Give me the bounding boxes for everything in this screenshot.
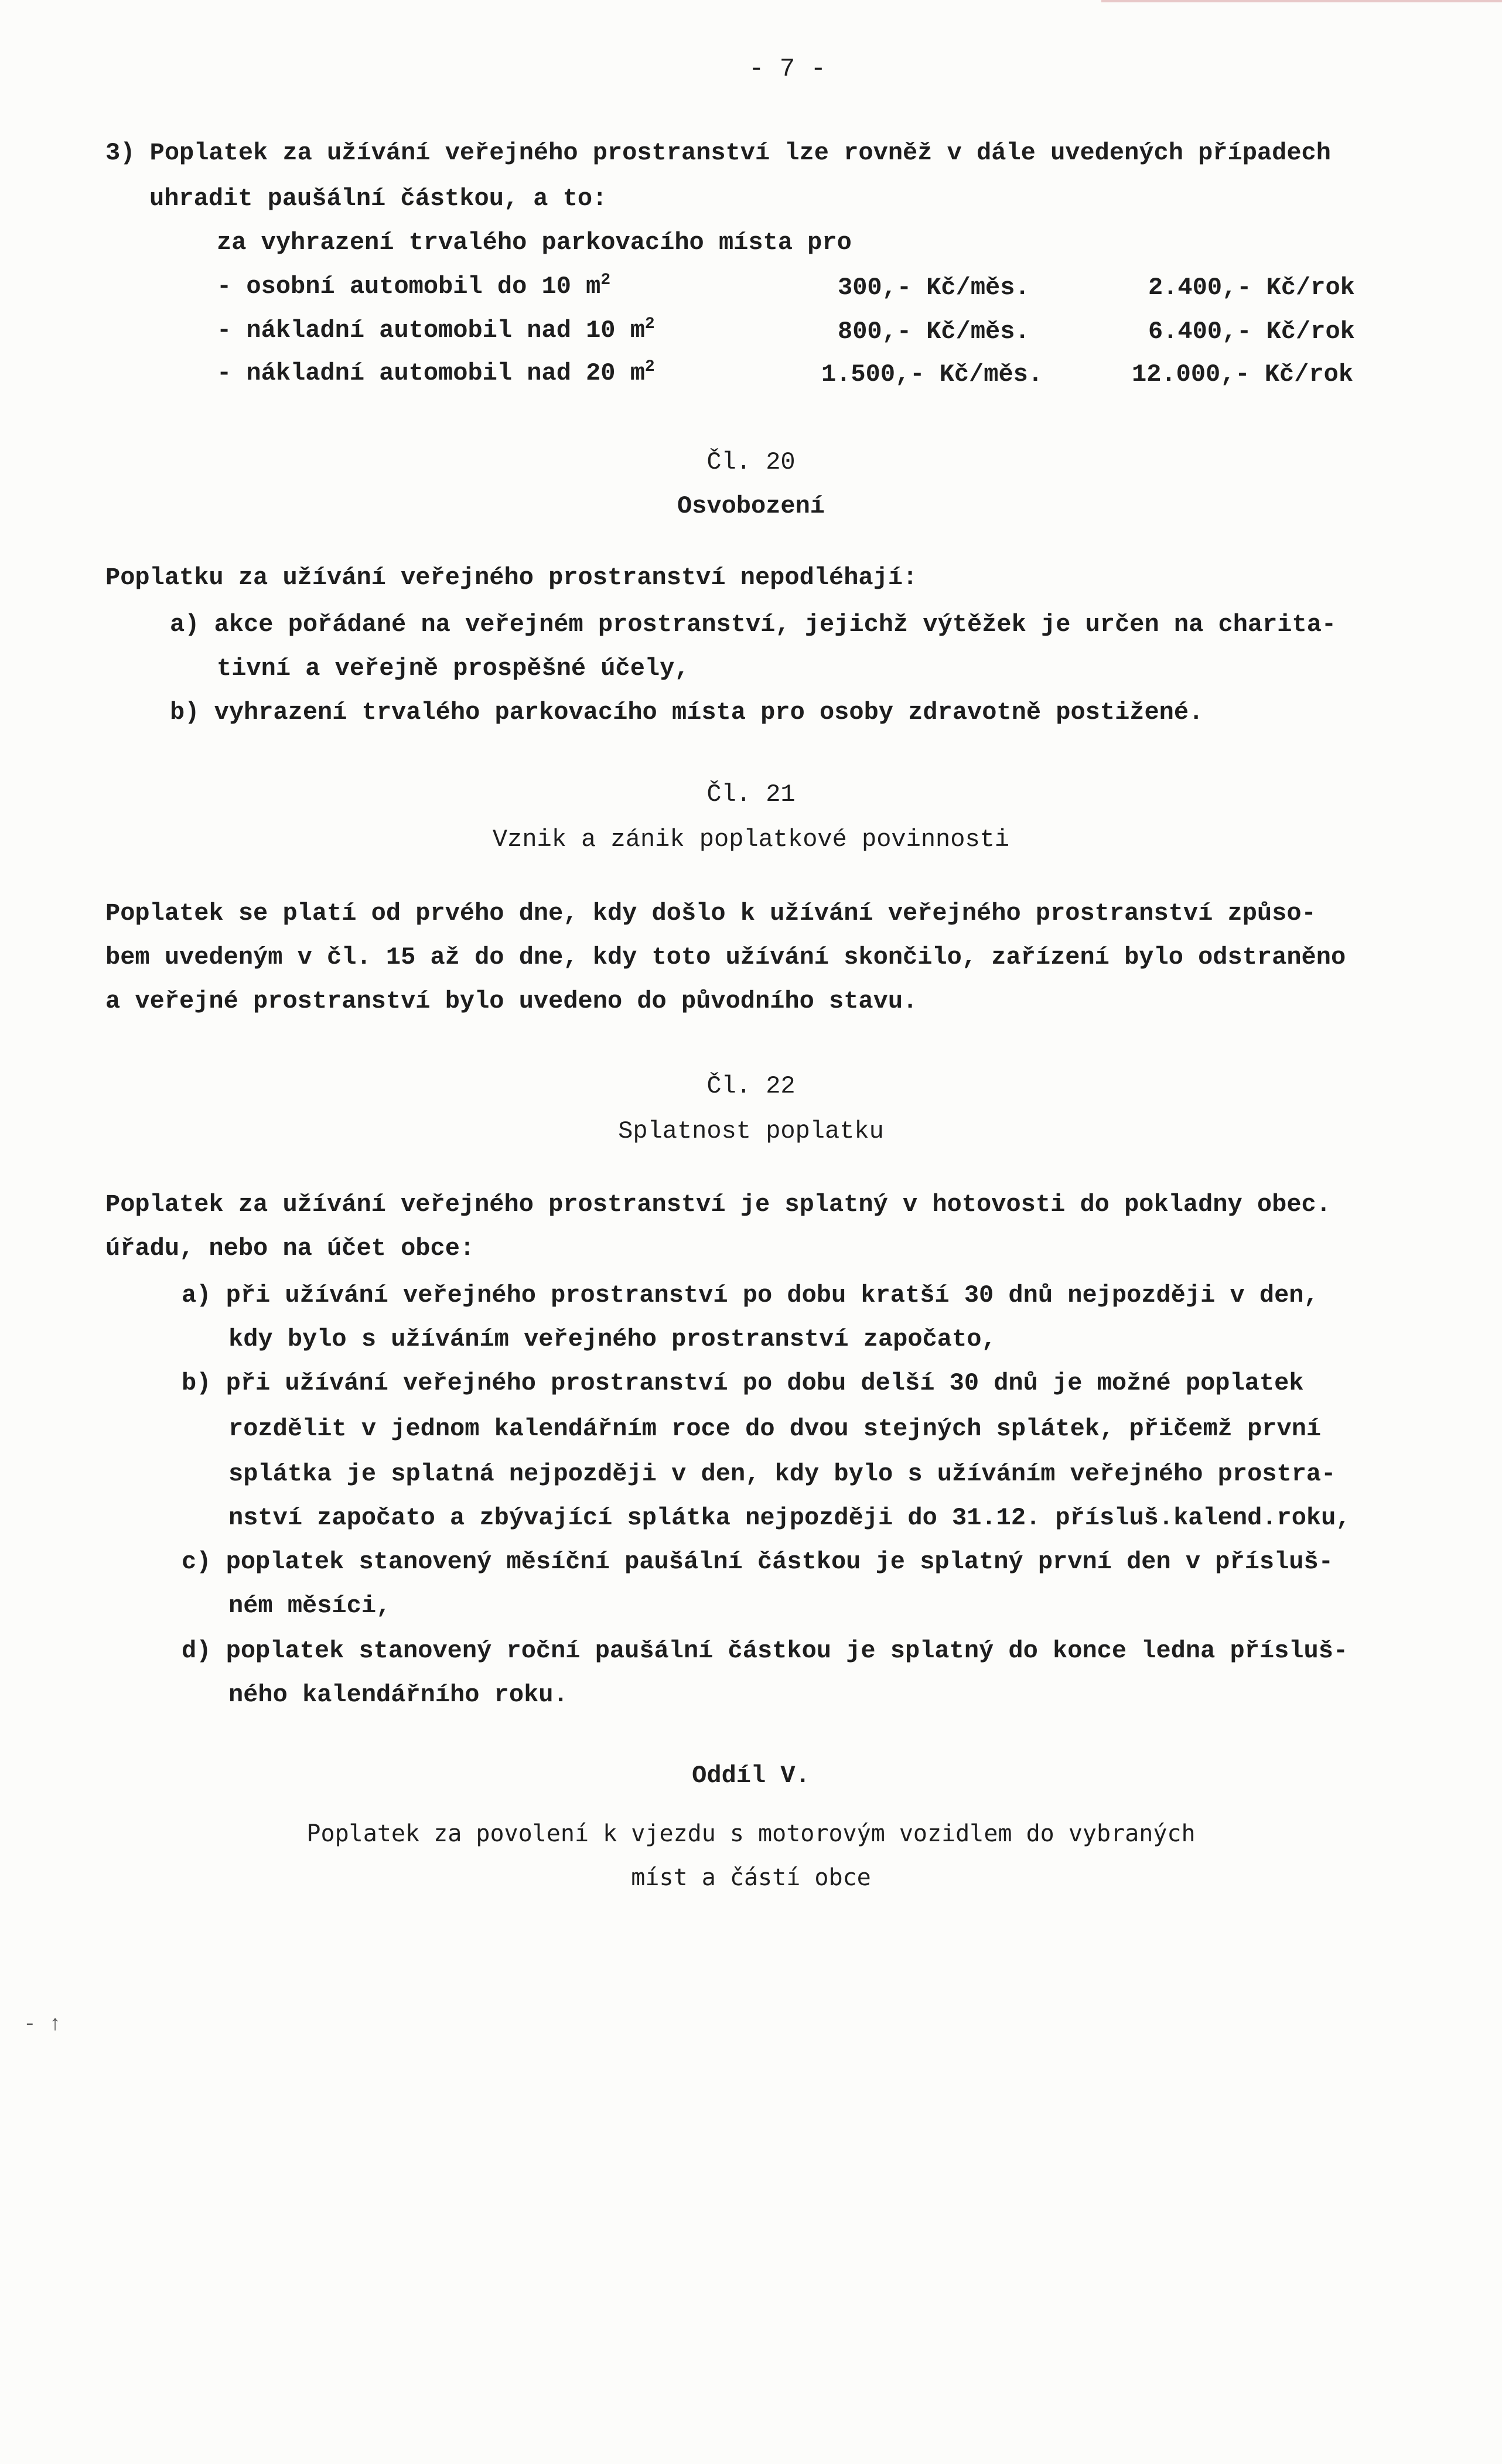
sec3-line-1: 3) Poplatek za užívání veřejného prostranství lze rovněž v dále uvedených případech — [105, 139, 1331, 167]
article-22-item-d-line1: d) poplatek stanovený roční paušální částkou je splatný do konce ledna přísluš- — [182, 1637, 1349, 1665]
article-22-item-b-line2: rozdělit v jednom kalendářním roce do dvou stejných splátek, přičemž první — [228, 1415, 1322, 1443]
article-22-item-c-line1: c) poplatek stanovený měsíční paušální částkou je splatný první den v přísluš- — [182, 1548, 1333, 1576]
article-20-item-b: b) vyhrazení trvalého parkovacího místa pro osoby zdravotně postižené. — [170, 698, 1204, 726]
article-22-item-b-line4: nství započato a zbývající splátka nejpozději do 31.12. přísluš.kalend.roku, — [228, 1504, 1351, 1532]
fee-row-exponent: 2 — [600, 271, 611, 289]
article-22-item-d-line2: ného kalendářního roku. — [228, 1681, 568, 1709]
fee-row-exponent: 2 — [644, 315, 655, 333]
article-21-number: Čl. 21 — [706, 780, 796, 808]
fee-row-label: - nákladní automobil nad 20 m — [217, 359, 645, 387]
fee-row-monthly: 1.500,- Kč/měs. — [821, 360, 1043, 388]
article-20-item-a-line1: a) akce pořádané na veřejném prostranství, jejichž výtěžek je určen na charita- — [170, 610, 1337, 639]
page-number: - 7 - — [749, 54, 827, 84]
article-21-line1: Poplatek se platí od prvého dne, kdy došlo k užívání veřejného prostranství způso- — [105, 899, 1316, 927]
article-22-item-b-line1: b) při užívání veřejného prostranství po dobu delší 30 dnů je možné poplatek — [182, 1369, 1304, 1397]
fee-row-exponent: 2 — [644, 358, 655, 376]
fee-row-yearly: 12.000,- Kč/rok — [1132, 360, 1354, 388]
article-21-line2: bem uvedeným v čl. 15 až do dne, kdy toto užívání skončilo, zařízení bylo odstraněno — [105, 943, 1346, 971]
fee-row-yearly: 6.400,- Kč/rok — [1148, 318, 1355, 346]
article-22-line1: Poplatek za užívání veřejného prostranství je splatný v hotovosti do pokladny obec. — [105, 1190, 1331, 1219]
sec3-intro: za vyhrazení trvalého parkovacího místa pro — [217, 228, 852, 257]
article-20-intro: Poplatku za užívání veřejného prostranství nepodléhají: — [105, 564, 918, 592]
part-5-heading: Oddíl V. — [692, 1762, 810, 1790]
article-22-item-b-line3: splátka je splatná nejpozději v den, kdy bylo s užíváním veřejného prostra- — [228, 1460, 1336, 1488]
margin-mark: - ↑ — [23, 2012, 62, 2036]
article-22-item-a-line2: kdy bylo s užíváním veřejného prostranství započato, — [228, 1325, 996, 1353]
part-5-title-line1: Poplatek za povolení k vjezdu s motorovým vozidlem do vybraných — [306, 1820, 1196, 1847]
article-22-item-a-line1: a) při užívání veřejného prostranství po dobu kratší 30 dnů nejpozději v den, — [182, 1281, 1319, 1309]
article-20-item-a-line2: tivní a veřejně prospěšné účely, — [217, 654, 689, 682]
article-22-item-c-line2: ném měsíci, — [228, 1592, 391, 1620]
top-edge-line — [1101, 0, 1502, 2]
article-22-title: Splatnost poplatku — [618, 1117, 884, 1145]
article-22-line2: úřadu, nebo na účet obce: — [105, 1234, 475, 1262]
article-22-number: Čl. 22 — [706, 1072, 796, 1100]
part-5-title-line2: míst a částí obce — [631, 1864, 871, 1891]
fee-row-label: - osobní automobil do 10 m — [217, 272, 601, 301]
article-21-line3: a veřejné prostranství bylo uvedeno do původního stavu. — [105, 987, 918, 1015]
sec3-line-2: uhradit paušální částkou, a to: — [149, 185, 607, 213]
article-21-title: Vznik a zánik poplatkové povinnosti — [492, 825, 1010, 854]
fee-row-monthly: 300,- Kč/měs. — [838, 274, 1030, 302]
fee-row-label: - nákladní automobil nad 10 m — [217, 316, 645, 344]
article-20-title: Osvobození — [677, 492, 825, 520]
fee-row-monthly: 800,- Kč/měs. — [838, 318, 1030, 346]
article-20-number: Čl. 20 — [706, 448, 796, 476]
fee-row-yearly: 2.400,- Kč/rok — [1148, 274, 1355, 302]
